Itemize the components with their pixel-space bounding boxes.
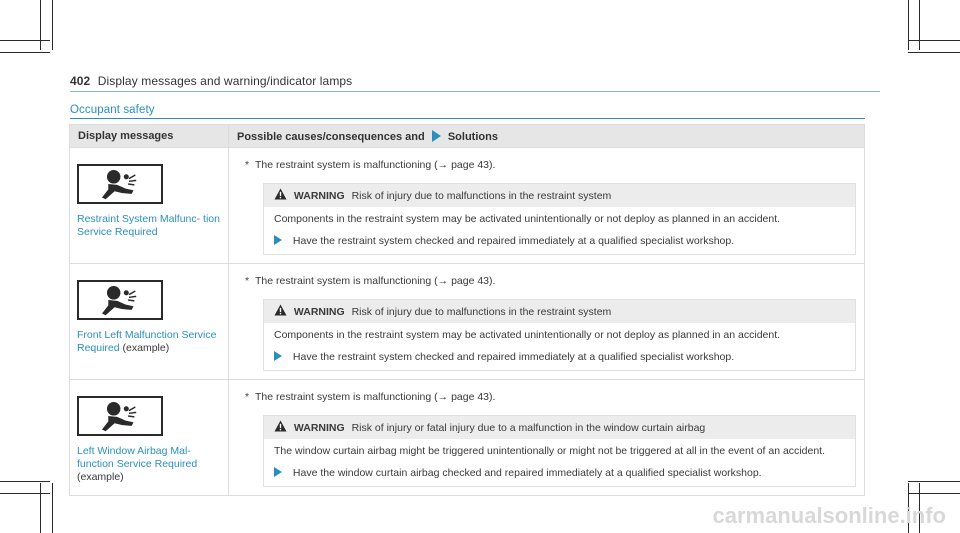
- action-text: Have the window curtain airbag checked and repaired immediately at a qualified specialist workshop.: [292, 467, 762, 479]
- section-divider: [70, 118, 865, 119]
- message-cell: [70, 148, 229, 264]
- arrow-right-icon: [432, 130, 441, 142]
- col-header-messages: Display messages: [70, 125, 229, 148]
- action-arrow-icon: [274, 235, 282, 245]
- warning-body: The window curtain airbag might be triggered unintentionally or might not be triggered at all in the event of an accident.: [274, 445, 825, 457]
- solution-cell: [229, 148, 865, 264]
- crop-mark: [52, 0, 53, 50]
- crop-mark: [908, 481, 960, 482]
- col-header-solutions-suffix: Solutions: [447, 130, 498, 143]
- warning-header: [264, 184, 855, 207]
- warning-body: Components in the restraint system may be activated unintentionally or not deploy as planned in an accident.: [274, 329, 781, 341]
- crop-mark: [0, 493, 50, 494]
- warning-box: [263, 415, 856, 487]
- airbag-person-icon: [77, 280, 163, 320]
- warning-body: Components in the restraint system may be activated unintentionally or not deploy as planned in an accident.: [274, 213, 781, 225]
- table-row: [70, 380, 865, 496]
- cause-description: The restraint system is malfunctioning (→ page 43).: [255, 159, 496, 171]
- warning-triangle-icon: [274, 304, 287, 316]
- message-cell: [70, 264, 229, 380]
- crop-mark: [52, 483, 53, 533]
- crop-mark: [908, 52, 960, 53]
- display-message-suffix: (example): [77, 471, 124, 483]
- display-message-suffix: (example): [122, 342, 170, 354]
- cause-description: The restraint system is malfunctioning (→ page 43).: [255, 275, 496, 287]
- action-arrow-icon: [274, 467, 282, 477]
- warning-action: [264, 345, 855, 370]
- warning-triangle-icon: [274, 188, 287, 200]
- airbag-person-icon: [77, 164, 163, 204]
- display-message-text: Front Left Malfunction Service Required: [77, 329, 217, 354]
- table-row: [70, 148, 865, 264]
- solution-cell: [229, 380, 865, 496]
- warning-label: WARNING: [293, 422, 345, 434]
- cause-description: The restraint system is malfunctioning (→ page 43).: [255, 391, 496, 403]
- action-text: Have the restraint system checked and repaired immediately at a qualified specialist workshop.: [292, 351, 735, 363]
- page-number: 402: [70, 74, 91, 88]
- crop-mark: [908, 0, 909, 50]
- warning-action: [264, 229, 855, 254]
- col-header-solutions-prefix: Possible causes/consequences and: [237, 130, 425, 143]
- crop-mark: [919, 0, 920, 50]
- display-messages-table: [69, 124, 865, 496]
- page-header: [70, 74, 352, 88]
- table-row: [70, 264, 865, 380]
- display-message: [77, 329, 221, 355]
- crop-mark: [0, 40, 50, 41]
- warning-box: [263, 299, 856, 371]
- display-message-text: Restraint System Malfunc- tion Service Required: [77, 213, 220, 238]
- crop-mark: [0, 52, 50, 53]
- warning-header: [264, 416, 855, 439]
- message-cell: [70, 380, 229, 496]
- cause-bullet: *: [245, 391, 250, 403]
- warning-header: [264, 300, 855, 323]
- warning-risk: Risk of injury due to malfunctions in the restraint system: [351, 306, 612, 318]
- warning-action: [264, 461, 855, 486]
- cause-bullet: *: [245, 275, 250, 287]
- display-message: [77, 213, 221, 239]
- action-arrow-icon: [274, 351, 282, 361]
- display-message: [77, 445, 221, 484]
- crop-mark: [908, 40, 960, 41]
- crop-mark: [0, 481, 50, 482]
- cause-text: [245, 158, 856, 172]
- watermark: carmanualsonline.info: [712, 503, 946, 528]
- crop-mark: [40, 483, 41, 533]
- cause-text: [245, 390, 856, 404]
- warning-label: WARNING: [293, 190, 345, 202]
- warning-label: WARNING: [293, 306, 345, 318]
- crop-mark: [40, 0, 41, 50]
- display-message-text: Left Window Airbag Mal- function Service Required: [77, 445, 198, 470]
- warning-risk: Risk of injury due to malfunctions in the restraint system: [351, 190, 612, 202]
- warning-risk: Risk of injury or fatal injury due to a malfunction in the window curtain airbag: [351, 422, 706, 434]
- col-header-solutions: [229, 125, 865, 148]
- warning-triangle-icon: [274, 420, 287, 432]
- table-header-row: [70, 125, 865, 148]
- section-title: Occupant safety: [70, 104, 155, 116]
- crop-mark: [908, 493, 960, 494]
- cause-bullet: *: [245, 159, 250, 171]
- warning-box: [263, 183, 856, 255]
- solution-cell: [229, 264, 865, 380]
- page-header-title: Display messages and warning/indicator lamps: [97, 74, 353, 88]
- header-divider: [70, 91, 880, 92]
- action-text: Have the restraint system checked and repaired immediately at a qualified specialist workshop.: [292, 235, 735, 247]
- cause-text: [245, 274, 856, 288]
- airbag-person-icon: [77, 396, 163, 436]
